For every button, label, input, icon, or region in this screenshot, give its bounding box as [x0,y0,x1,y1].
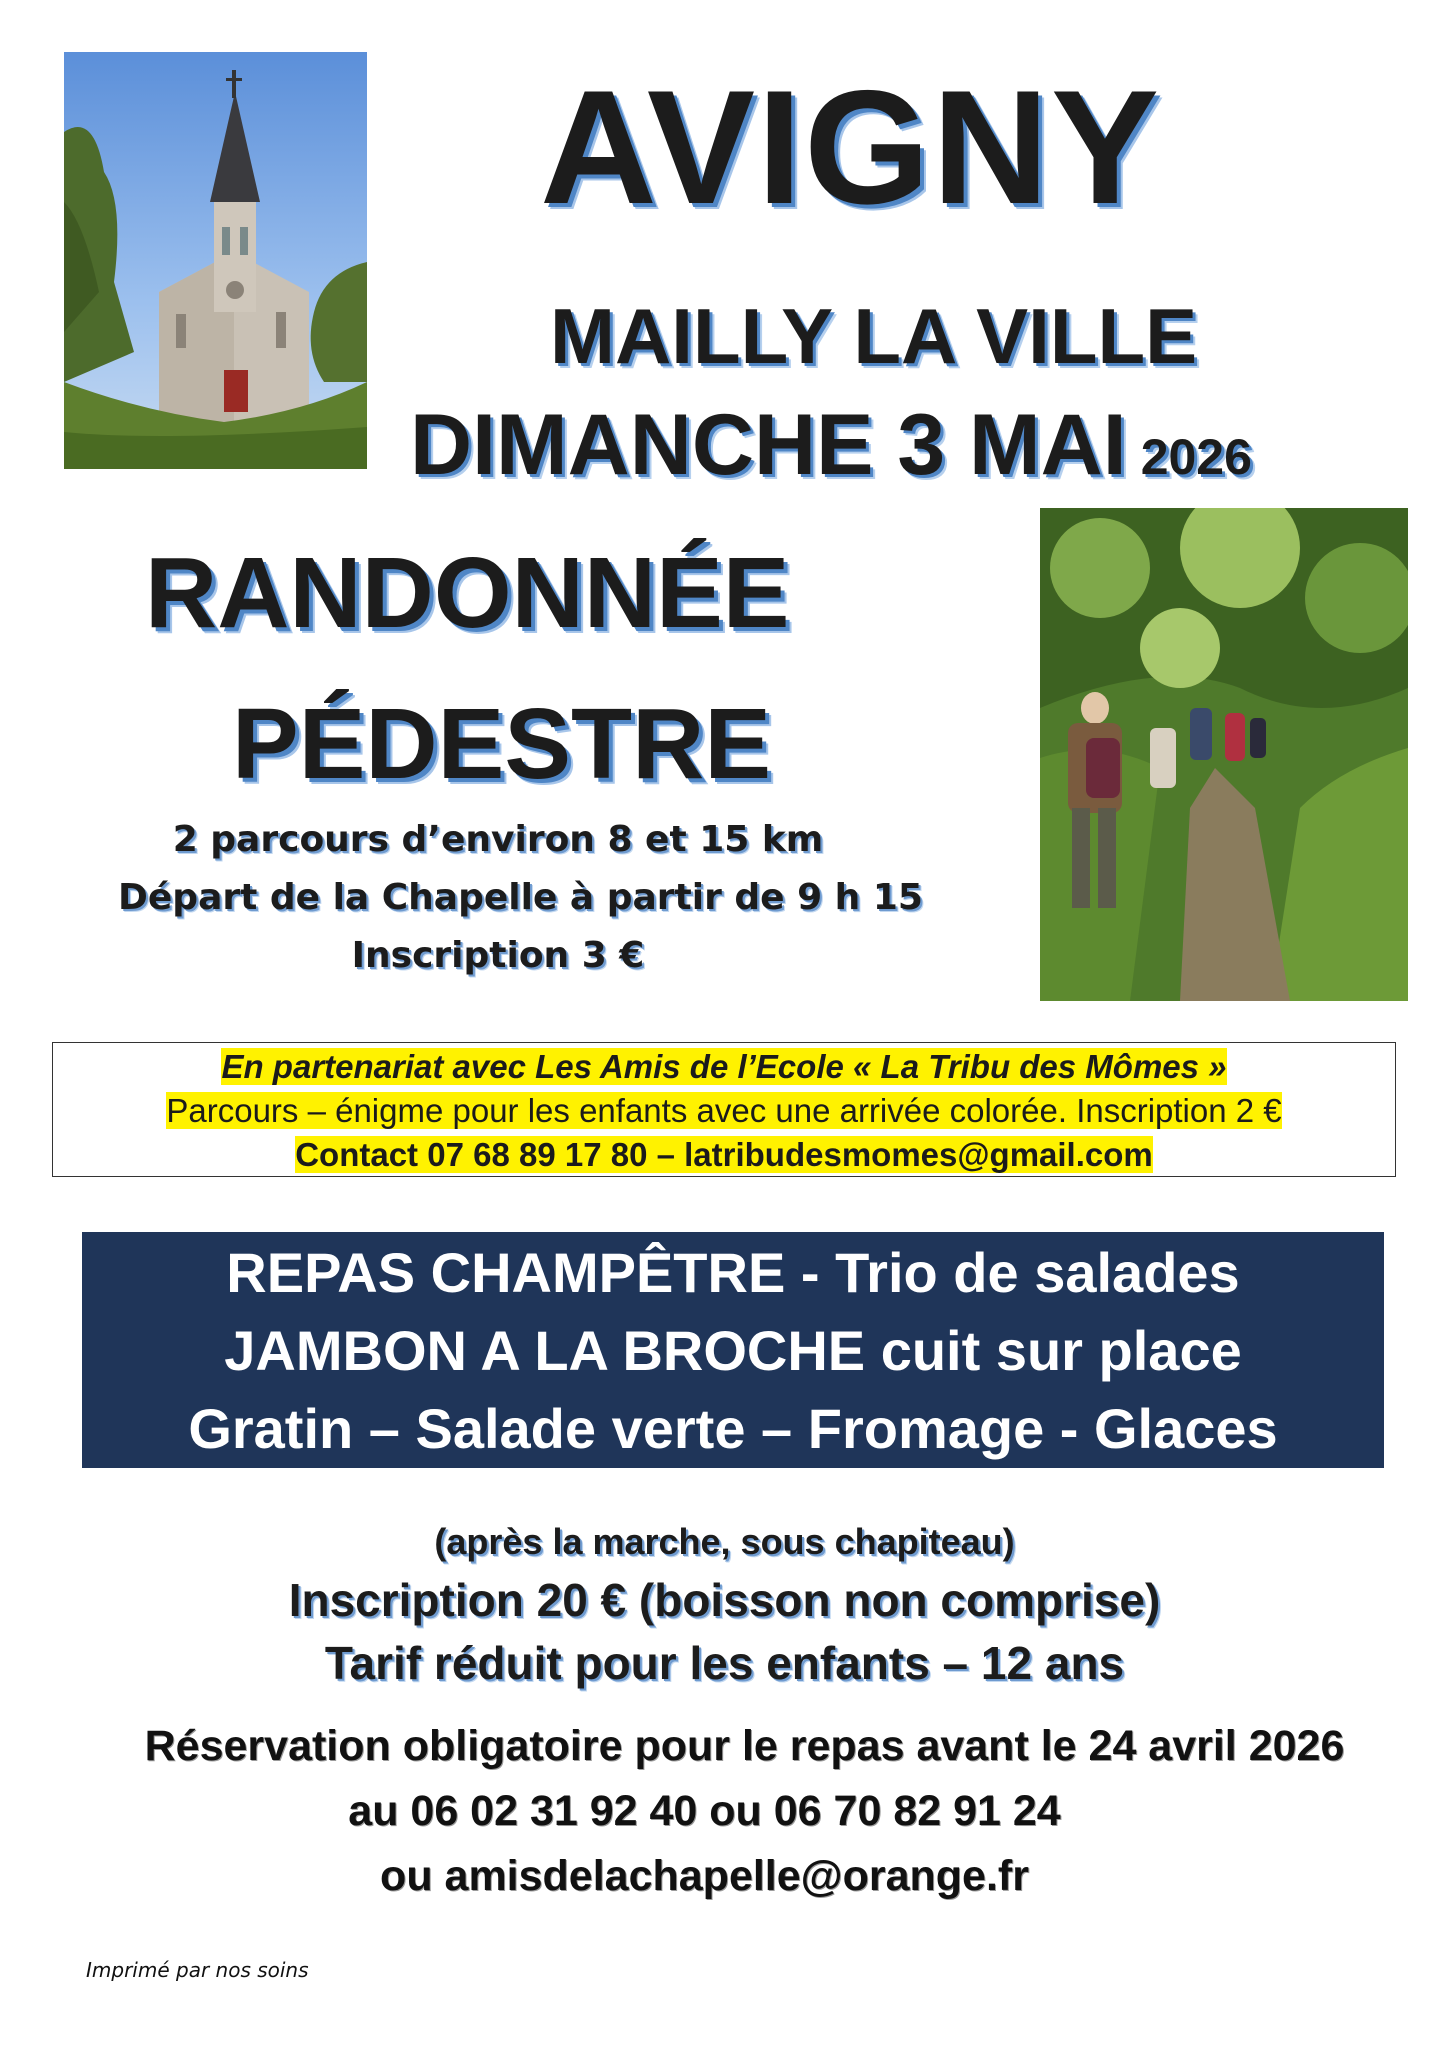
departure-info: Départ de la Chapelle à partir de 9 h 15 [118,877,923,918]
kids-course-text: Parcours – énigme pour les enfants avec une arrivée colorée. Inscription 2 € [166,1092,1282,1129]
reduced-price: Tarif réduit pour les enfants – 12 ans [324,1637,1125,1689]
event-date [410,395,1252,507]
reservation-phones: au 06 02 31 92 40 ou 06 70 82 91 24 [348,1787,1061,1835]
reservation-deadline: Réservation obligatoire pour le repas avant le 24 avril 2026 [144,1722,1345,1770]
meal-line: Gratin – Salade verte – Fromage - Glaces [188,1397,1278,1460]
printer-note: Imprimé par nos soins [86,1958,309,1982]
meal-line: REPAS CHAMPÊTRE - Trio de salades [226,1241,1240,1304]
town-title: AVIGNY [540,57,1162,238]
church-photo [64,52,367,469]
partnership-text: En partenariat avec Les Amis de l’Ecole « La Tribu des Mômes » [221,1048,1227,1085]
commune-subtitle: MAILLY LA VILLE [550,292,1198,380]
registration-fee: Inscription 3 € [351,935,645,976]
meal-price: Inscription 20 € (boisson non comprise) [288,1574,1161,1626]
event-year: 2026 [1140,429,1252,485]
meal-banner [82,1232,1384,1468]
meal-line: JAMBON A LA BROCHE cuit sur place [224,1319,1242,1382]
meal-note: (après la marche, sous chapiteau) [434,1521,1015,1562]
hikers-photo [1040,508,1408,1001]
reservation-email: ou amisdelachapelle@orange.fr [380,1852,1029,1900]
partner-contact: Contact 07 68 89 17 80 – latribudesmomes@gmail.com [295,1136,1153,1173]
event-title-line1: RANDONNÉE [145,537,790,649]
partnership-box [52,1042,1396,1177]
event-title-line2: PÉDESTRE [232,688,772,800]
event-date-day: DIMANCHE 3 MAI [410,397,1127,493]
route-info: 2 parcours d’environ 8 et 15 km [172,819,824,860]
